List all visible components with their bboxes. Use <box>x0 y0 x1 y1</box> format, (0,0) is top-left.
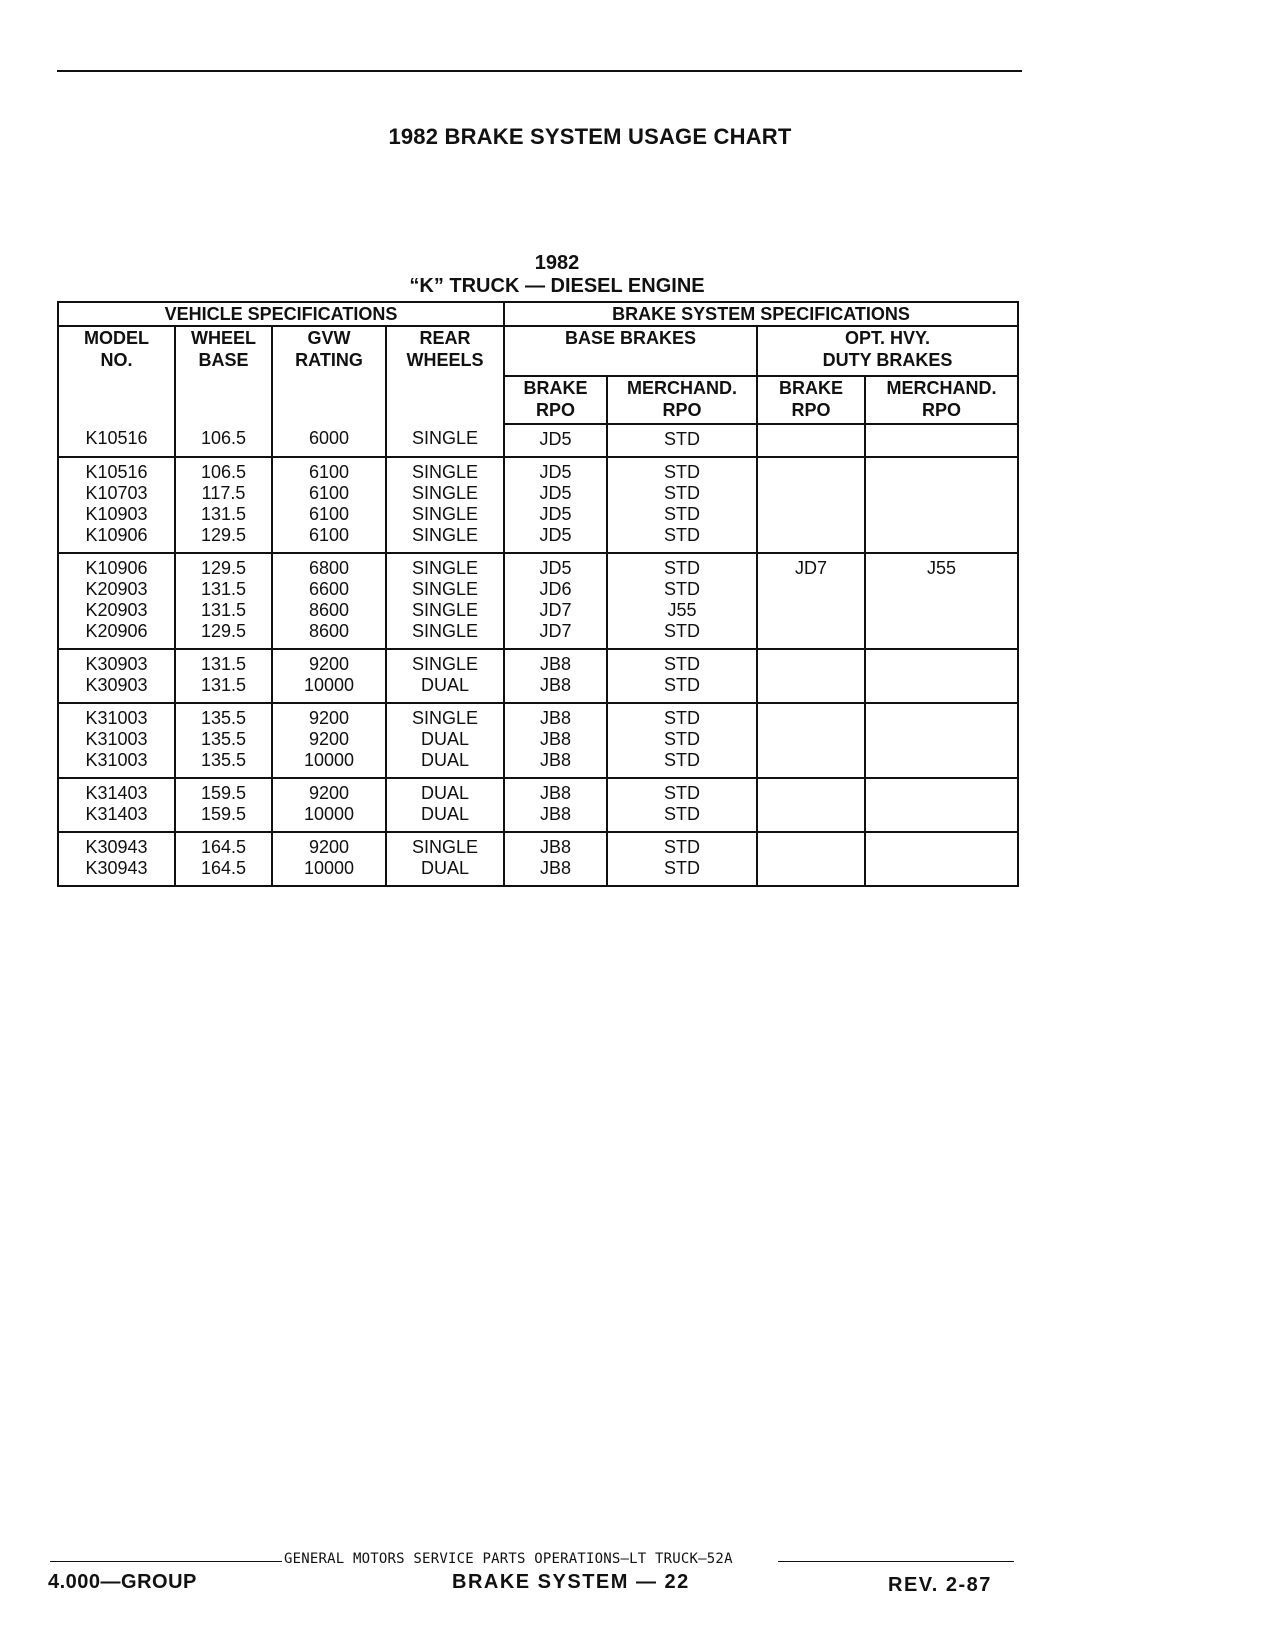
cell-value: STD <box>664 837 701 857</box>
document-title: 1982 BRAKE SYSTEM USAGE CHART <box>388 124 792 149</box>
cell-value: SINGLE <box>411 621 479 641</box>
cell-value: 159.5 <box>200 783 247 803</box>
cell-value: 135.5 <box>200 729 247 749</box>
cell-rear-wheels <box>386 457 504 553</box>
cell-value: STD <box>664 675 701 695</box>
cell-gvw-rating <box>272 553 386 649</box>
cell-value: DUAL <box>421 858 470 878</box>
cell-base-merchand-rpo <box>607 553 757 649</box>
cell-model-no <box>58 553 175 649</box>
cell-value: K30943 <box>85 858 148 878</box>
cell-opt-merchand-rpo <box>865 703 1018 778</box>
cell-value: J55 <box>667 600 697 620</box>
cell-value: 6800 <box>308 558 350 578</box>
footer-revision: REV. 2-87 <box>888 1574 992 1596</box>
cell-value: SINGLE <box>411 708 479 728</box>
cell-value: JB8 <box>540 858 572 878</box>
top-rule <box>57 70 1022 72</box>
cell-value: STD <box>664 462 701 482</box>
cell-value: 9200 <box>308 729 350 749</box>
table-year: 1982 <box>534 252 580 274</box>
cell-value: JD5 <box>539 429 572 449</box>
cell-model-no <box>58 649 175 703</box>
cell-gvw-rating <box>272 703 386 778</box>
cell-rear-wheels <box>386 553 504 649</box>
cell-model-no <box>58 424 175 457</box>
cell-base-brake-rpo <box>504 649 607 703</box>
cell-rear-wheels <box>386 778 504 832</box>
cell-value: STD <box>664 750 701 770</box>
cell-value: 6100 <box>308 462 350 482</box>
cell-value: 135.5 <box>200 708 247 728</box>
cell-value: 6100 <box>308 525 350 545</box>
cell-value: SINGLE <box>411 428 479 448</box>
cell-base-brake-rpo <box>504 424 607 457</box>
cell-value: STD <box>664 708 701 728</box>
cell-value: JD5 <box>539 483 572 503</box>
cell-rear-wheels <box>386 703 504 778</box>
table-row-group <box>58 424 1018 457</box>
cell-value: 9200 <box>308 708 350 728</box>
cell-rear-wheels <box>386 649 504 703</box>
table-row-group <box>58 649 1018 703</box>
col-opt-merchand-rpo: MERCHAND. RPO <box>865 376 1018 424</box>
cell-value: JD5 <box>539 558 572 578</box>
cell-value: 129.5 <box>200 558 247 578</box>
cell-value: 6100 <box>308 504 350 524</box>
cell-value: JB8 <box>540 750 572 770</box>
cell-value: 9200 <box>308 783 350 803</box>
cell-value: 129.5 <box>200 525 247 545</box>
cell-opt-merchand-rpo <box>865 649 1018 703</box>
cell-value: JB8 <box>540 654 572 674</box>
cell-value: K20903 <box>85 600 148 620</box>
cell-value: SINGLE <box>411 525 479 545</box>
cell-gvw-rating <box>272 832 386 886</box>
cell-value: 131.5 <box>200 579 247 599</box>
cell-wheel-base <box>175 649 272 703</box>
cell-value: 6600 <box>308 579 350 599</box>
cell-value: STD <box>664 429 701 449</box>
cell-base-merchand-rpo <box>607 649 757 703</box>
cell-opt-brake-rpo <box>757 424 865 457</box>
cell-value: 135.5 <box>200 750 247 770</box>
cell-value: SINGLE <box>411 837 479 857</box>
cell-base-merchand-rpo <box>607 832 757 886</box>
cell-base-brake-rpo <box>504 832 607 886</box>
cell-value: JB8 <box>540 783 572 803</box>
cell-value: JB8 <box>540 837 572 857</box>
cell-value: K20903 <box>85 579 148 599</box>
cell-model-no <box>58 457 175 553</box>
cell-value: 10000 <box>303 675 355 695</box>
cell-value: 10000 <box>303 858 355 878</box>
cell-value: 131.5 <box>200 675 247 695</box>
table-heading <box>57 252 1017 298</box>
cell-value: 131.5 <box>200 600 247 620</box>
cell-value: STD <box>664 525 701 545</box>
cell-value: 6000 <box>308 428 350 448</box>
cell-opt-merchand-rpo <box>865 778 1018 832</box>
brake-usage-table <box>57 301 1019 887</box>
cell-value: 8600 <box>308 621 350 641</box>
cell-base-merchand-rpo <box>607 457 757 553</box>
cell-value: K10906 <box>85 525 148 545</box>
cell-wheel-base <box>175 778 272 832</box>
cell-wheel-base <box>175 703 272 778</box>
cell-gvw-rating <box>272 778 386 832</box>
cell-wheel-base <box>175 457 272 553</box>
cell-value: K31403 <box>85 783 148 803</box>
cell-opt-brake-rpo <box>757 457 865 553</box>
cell-value: SINGLE <box>411 462 479 482</box>
cell-value: 117.5 <box>201 483 246 503</box>
cell-value: STD <box>664 654 701 674</box>
cell-value: 106.5 <box>200 428 247 448</box>
cell-value: K31003 <box>85 708 148 728</box>
cell-value: STD <box>664 729 701 749</box>
cell-value: STD <box>664 858 701 878</box>
cell-opt-brake-rpo <box>757 778 865 832</box>
cell-rear-wheels <box>386 424 504 457</box>
cell-gvw-rating <box>272 457 386 553</box>
cell-value: K10903 <box>85 504 148 524</box>
cell-wheel-base <box>175 424 272 457</box>
col-wheel-base: WHEEL BASE <box>175 326 272 424</box>
base-brakes-header: BASE BRAKES <box>504 326 757 376</box>
cell-opt-brake-rpo <box>757 703 865 778</box>
cell-value: STD <box>664 483 701 503</box>
cell-value: 129.5 <box>200 621 247 641</box>
cell-value: 131.5 <box>200 654 247 674</box>
cell-opt-merchand-rpo <box>865 424 1018 457</box>
brake-system-specifications-header: BRAKE SYSTEM SPECIFICATIONS <box>504 302 1018 326</box>
col-gvw-rating: GVW RATING <box>272 326 386 424</box>
cell-value: DUAL <box>421 729 470 749</box>
cell-value: SINGLE <box>411 654 479 674</box>
cell-gvw-rating <box>272 424 386 457</box>
cell-value: 6100 <box>308 483 350 503</box>
cell-value: JD6 <box>539 579 572 599</box>
cell-base-brake-rpo <box>504 703 607 778</box>
cell-value: STD <box>664 783 701 803</box>
cell-value: 10000 <box>303 750 355 770</box>
cell-value: SINGLE <box>411 558 479 578</box>
cell-value: JB8 <box>540 729 572 749</box>
cell-value: SINGLE <box>411 579 479 599</box>
cell-value: DUAL <box>421 675 470 695</box>
cell-value: JD7 <box>539 600 572 620</box>
footer-rule-right <box>778 1561 1014 1562</box>
cell-opt-brake-rpo <box>757 649 865 703</box>
cell-opt-brake-rpo <box>757 832 865 886</box>
cell-value: 10000 <box>303 804 355 824</box>
cell-value: K10516 <box>85 428 148 448</box>
cell-base-merchand-rpo <box>607 703 757 778</box>
cell-model-no <box>58 778 175 832</box>
table-row-group <box>58 778 1018 832</box>
cell-value: SINGLE <box>411 600 479 620</box>
cell-rear-wheels <box>386 832 504 886</box>
cell-value: DUAL <box>421 804 470 824</box>
footer-operations: GENERAL MOTORS SERVICE PARTS OPERATIONS—LT TRUCK—52A <box>284 1551 733 1567</box>
cell-base-brake-rpo <box>504 457 607 553</box>
col-base-merchand-rpo: MERCHAND. RPO <box>607 376 757 424</box>
table-row-group <box>58 553 1018 649</box>
cell-value: SINGLE <box>411 504 479 524</box>
cell-opt-merchand-rpo: J55 <box>865 553 1018 649</box>
table-row-group <box>58 832 1018 886</box>
cell-value: 131.5 <box>200 504 247 524</box>
cell-value: K30903 <box>85 675 148 695</box>
cell-value: STD <box>664 558 701 578</box>
cell-base-brake-rpo <box>504 553 607 649</box>
cell-value: 159.5 <box>200 804 247 824</box>
cell-value: STD <box>664 804 701 824</box>
table-row-group <box>58 457 1018 553</box>
cell-value: K10703 <box>85 483 148 503</box>
footer-section: BRAKE SYSTEM — 22 <box>452 1571 690 1593</box>
cell-value: 8600 <box>308 600 350 620</box>
cell-value: STD <box>664 579 701 599</box>
cell-value: K10906 <box>85 558 148 578</box>
cell-value: 164.5 <box>200 858 247 878</box>
cell-value: STD <box>664 621 701 641</box>
cell-value: SINGLE <box>411 483 479 503</box>
cell-value: K20906 <box>85 621 148 641</box>
cell-value: JD5 <box>539 525 572 545</box>
cell-base-brake-rpo <box>504 778 607 832</box>
cell-model-no <box>58 832 175 886</box>
cell-opt-merchand-rpo <box>865 457 1018 553</box>
cell-value: K31003 <box>85 750 148 770</box>
cell-gvw-rating <box>272 649 386 703</box>
cell-base-merchand-rpo <box>607 424 757 457</box>
cell-wheel-base <box>175 832 272 886</box>
cell-value: DUAL <box>421 750 470 770</box>
cell-value: K30903 <box>85 654 148 674</box>
cell-opt-brake-rpo: JD7 <box>757 553 865 649</box>
cell-value: K31403 <box>85 804 148 824</box>
footer-group: 4.000—GROUP <box>48 1571 197 1593</box>
cell-value: K31003 <box>85 729 148 749</box>
cell-value: 106.5 <box>200 462 247 482</box>
cell-value: K30943 <box>85 837 148 857</box>
col-base-brake-rpo: BRAKE RPO <box>504 376 607 424</box>
cell-value: K10516 <box>85 462 148 482</box>
cell-value: 9200 <box>308 654 350 674</box>
col-model-no: MODEL NO. <box>58 326 175 424</box>
opt-hvy-duty-brakes-header: OPT. HVY. DUTY BRAKES <box>757 326 1018 376</box>
cell-value: JB8 <box>540 804 572 824</box>
cell-value: JB8 <box>540 708 572 728</box>
table-subtitle: “K” TRUCK — DIESEL ENGINE <box>409 275 705 297</box>
cell-wheel-base <box>175 553 272 649</box>
cell-value: JD5 <box>539 504 572 524</box>
table-body <box>58 424 1018 886</box>
cell-value: STD <box>664 504 701 524</box>
cell-value: JB8 <box>540 675 572 695</box>
cell-opt-merchand-rpo <box>865 832 1018 886</box>
cell-base-merchand-rpo <box>607 778 757 832</box>
table-row-group <box>58 703 1018 778</box>
col-rear-wheels: REAR WHEELS <box>386 326 504 424</box>
cell-value: 164.5 <box>200 837 247 857</box>
vehicle-specifications-header: VEHICLE SPECIFICATIONS <box>58 302 504 326</box>
cell-model-no <box>58 703 175 778</box>
cell-value: JD7 <box>539 621 572 641</box>
col-opt-brake-rpo: BRAKE RPO <box>757 376 865 424</box>
cell-value: DUAL <box>421 783 470 803</box>
cell-value: 9200 <box>308 837 350 857</box>
cell-value: JD5 <box>539 462 572 482</box>
footer-rule-left <box>50 1561 282 1562</box>
